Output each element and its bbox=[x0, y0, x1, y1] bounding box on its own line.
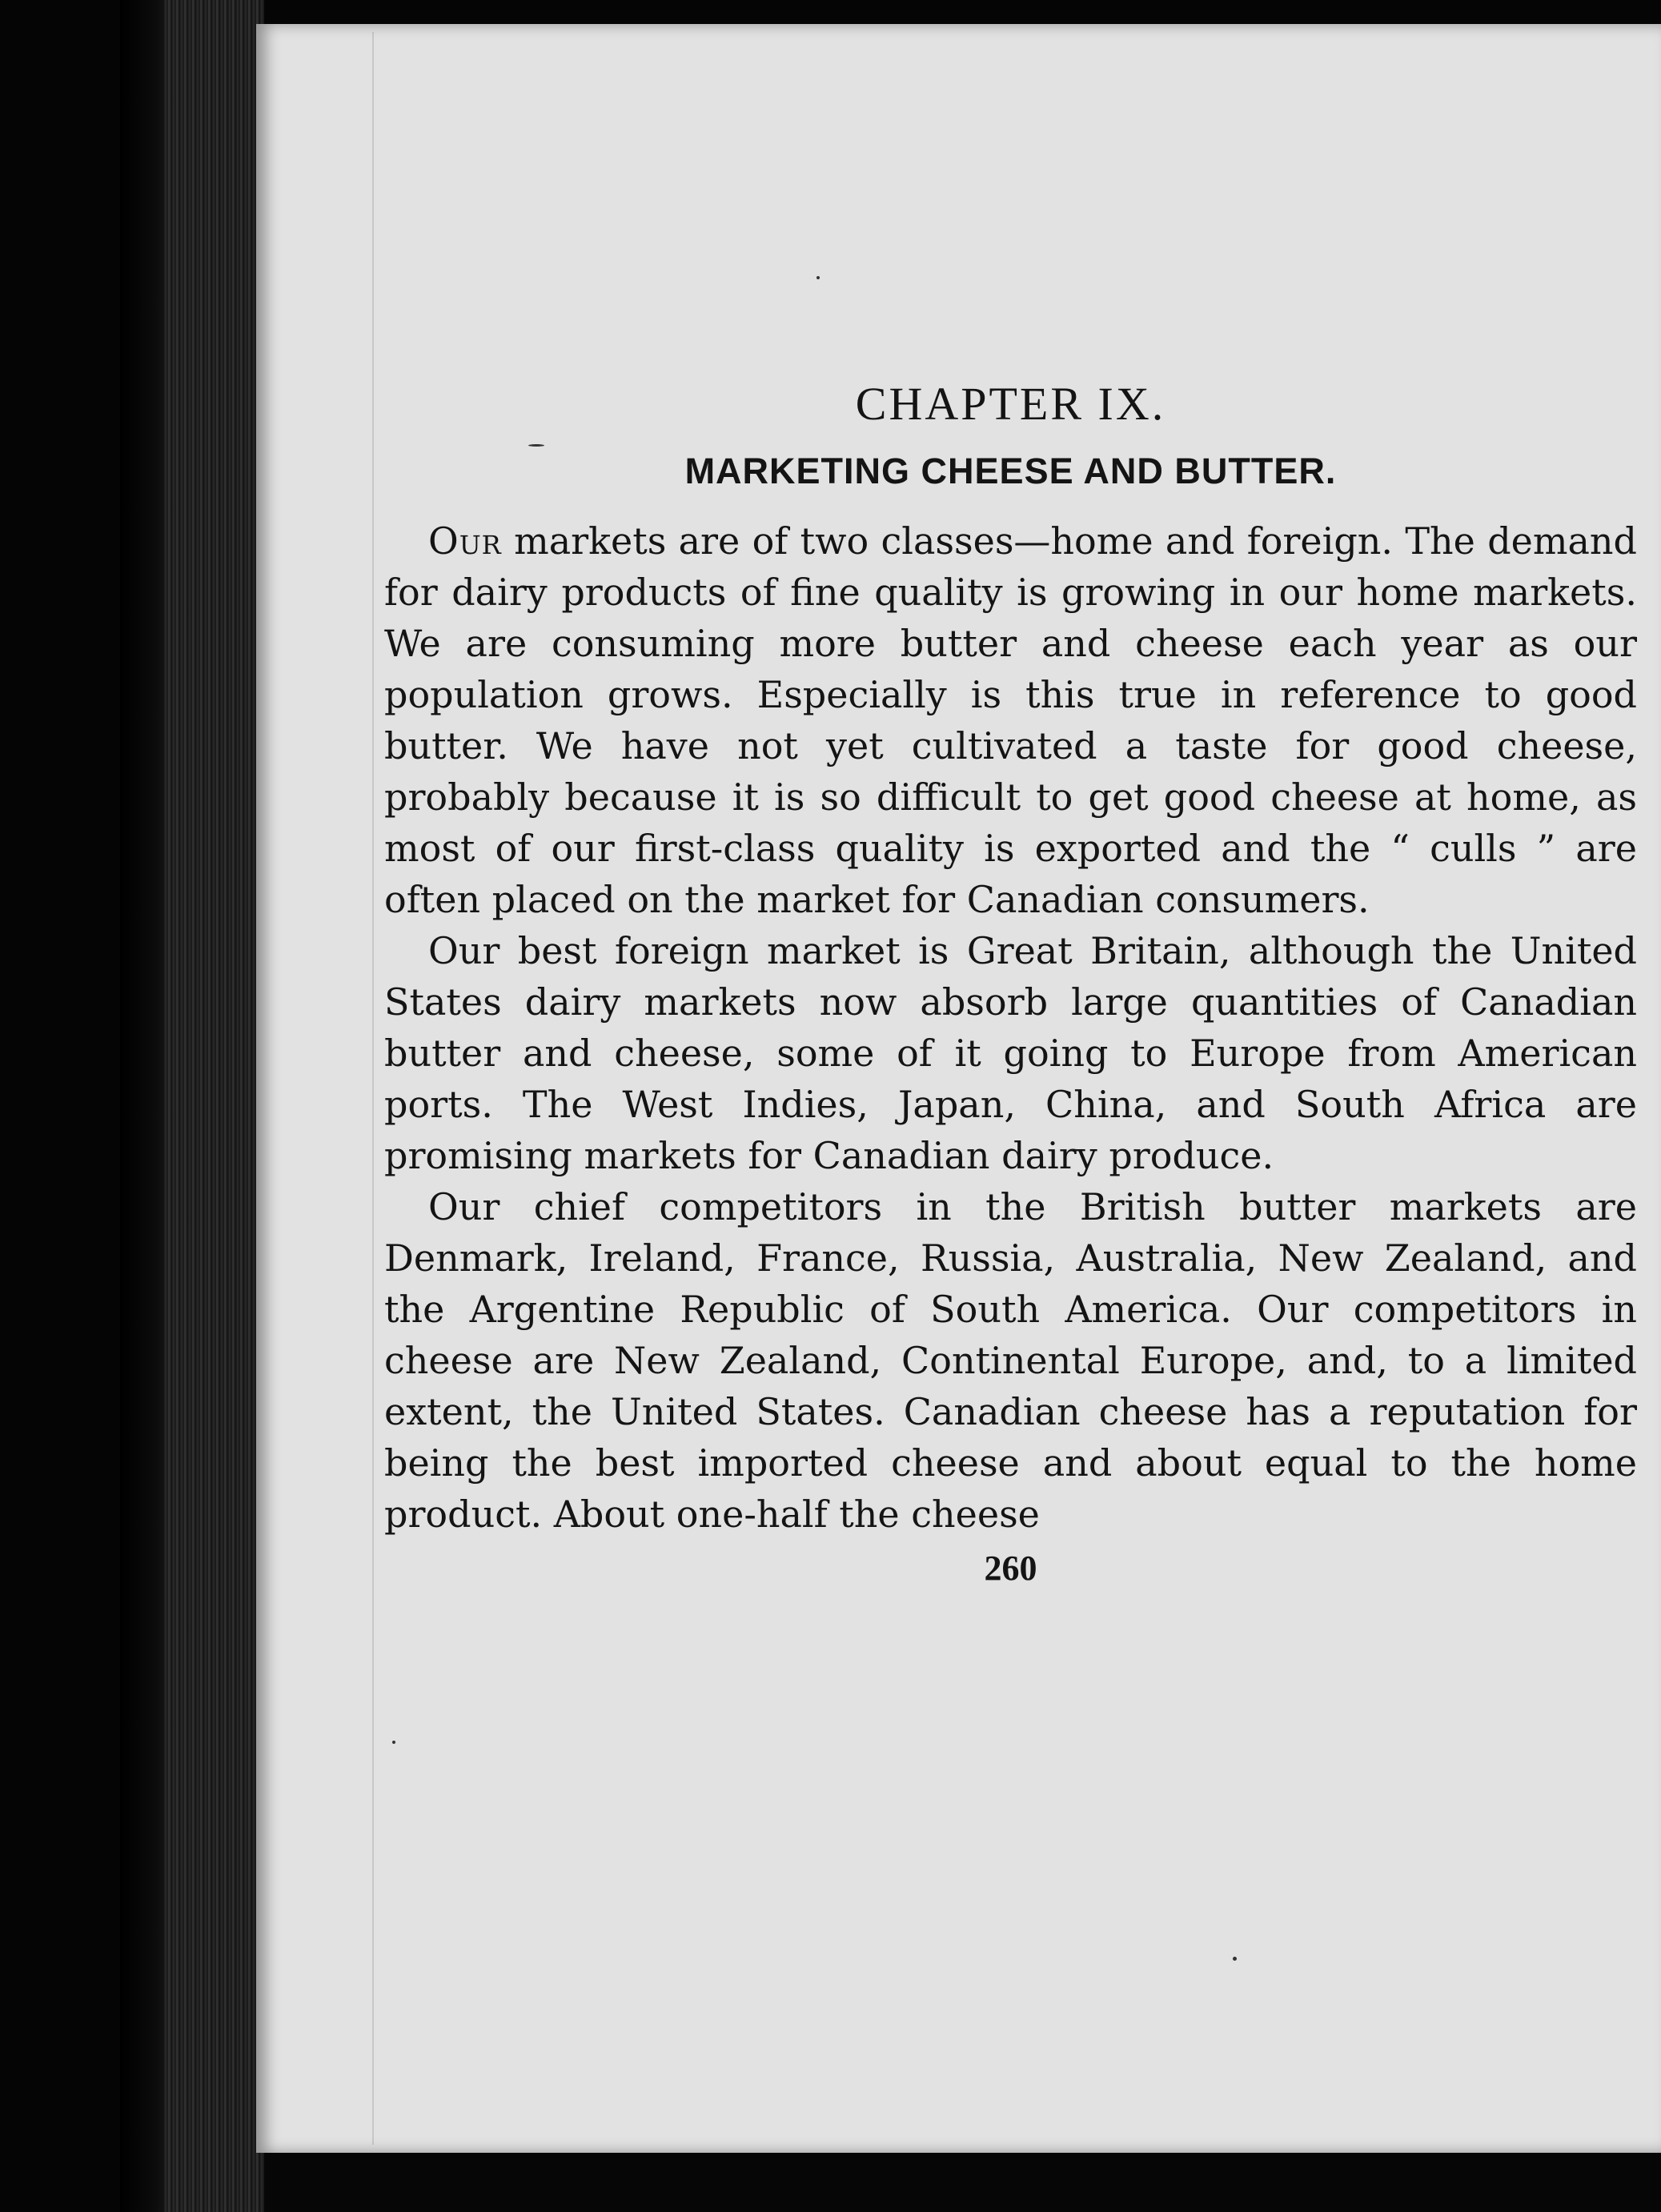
dust-speck bbox=[392, 1741, 395, 1744]
dust-speck bbox=[816, 276, 820, 279]
paragraph-2: Our best foreign market is Great Britain, although the United States dairy markets now absorb large quantities of Canadian butter and cheese, some of it going to Europe from American ports. The West Indies, Japan, China, and South Africa are promising markets for Canadian dairy produce. bbox=[384, 928, 1637, 1177]
scan-bottom-margin bbox=[264, 2153, 1661, 2212]
page-text bbox=[384, 376, 1637, 1589]
gutter-line bbox=[372, 32, 374, 2145]
dust-speck bbox=[1233, 1957, 1237, 1961]
paragraph-lead-word: Our bbox=[428, 519, 502, 563]
page-edges bbox=[164, 0, 264, 2212]
paragraph-3: Our chief competitors in the British butter markets are Denmark, Ireland, France, Russia, Australia, New Zealand, and the Argentine Republic of South America. Our competitors in cheese are New Zealand, Continental Europe, and, to a limited extent, the United States. Canadian cheese has a reputation for being the best imported cheese and about equal to the home product. About one-half the cheese bbox=[384, 1184, 1637, 1536]
paragraph-1 bbox=[384, 515, 1637, 925]
paragraph-1-text: markets are of two classes—home and foreign. The demand for dairy products of fine quality is growing in our home markets. We are consuming more butter and cheese each year as our population grows. Especially is this true in reference to good butter. We have not yet cultivated a taste for good cheese, probably because it is so difficult to get good cheese at home, as most of our first-class quality is exported and the “ culls ” are often placed on the market for Canadian consumers. bbox=[384, 519, 1637, 921]
page-number: 260 bbox=[984, 1548, 1037, 1588]
chapter-heading: CHAPTER IX. bbox=[855, 378, 1166, 430]
section-heading: MARKETING CHEESE AND BUTTER. bbox=[684, 450, 1337, 491]
